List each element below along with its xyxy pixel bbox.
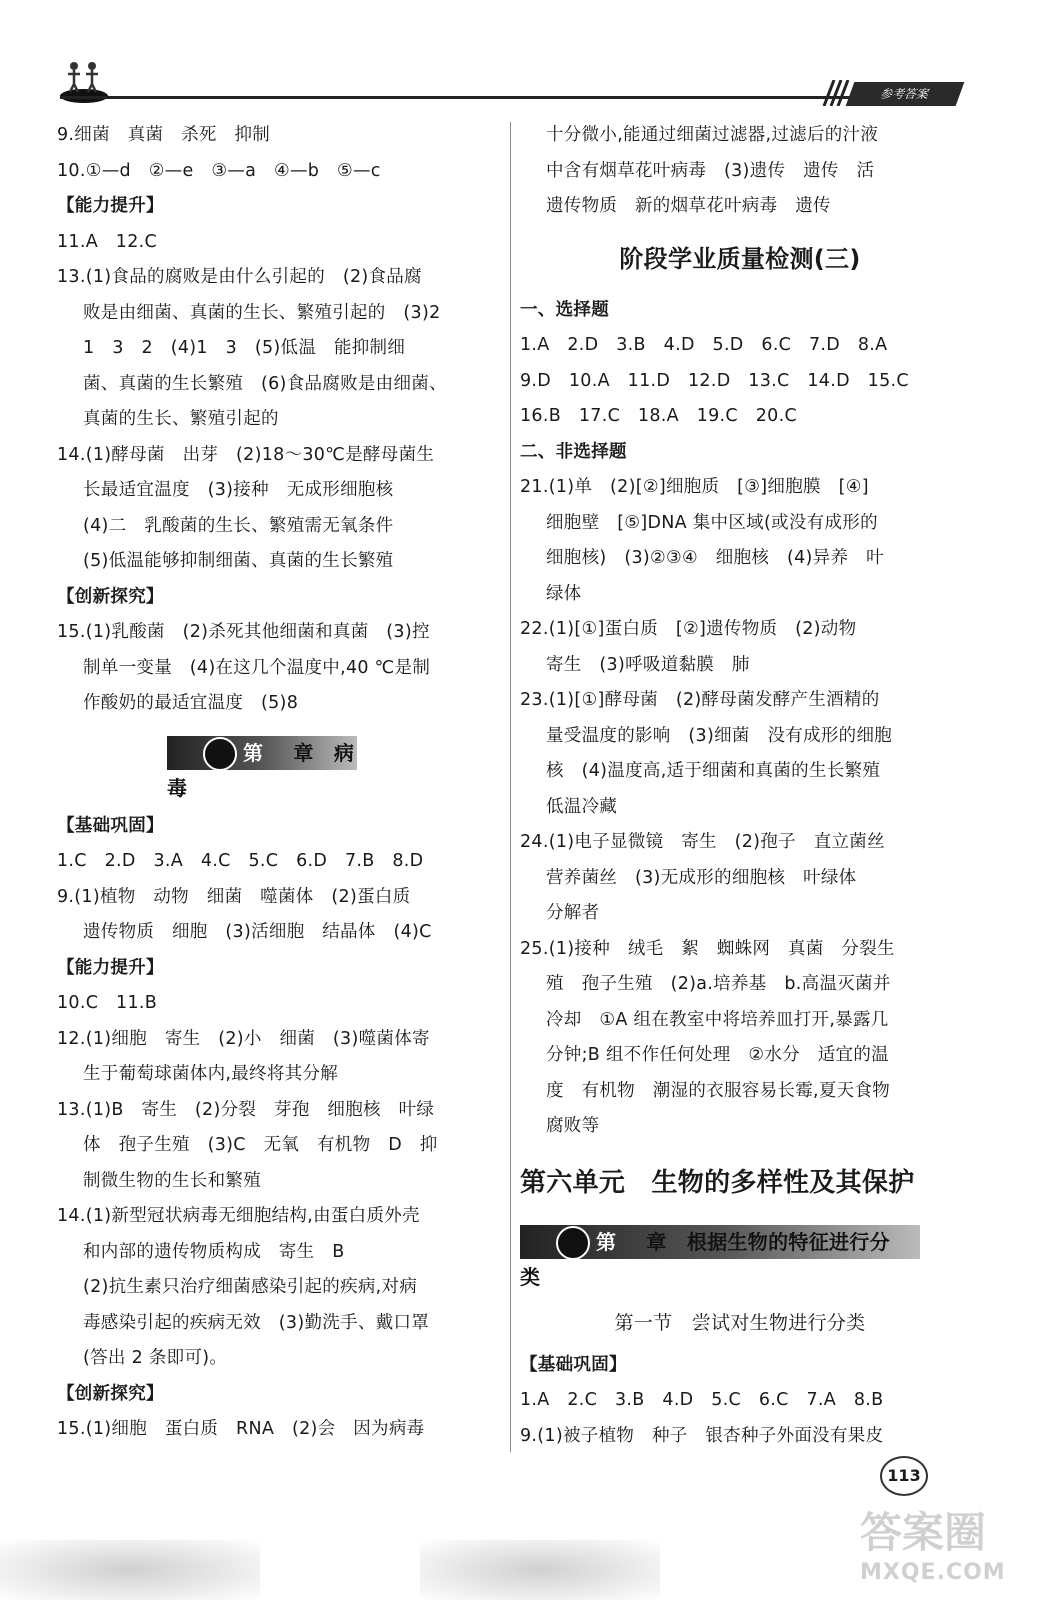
answer-line: 真菌的生长、繁殖引起的 [83,409,279,429]
watermark-line2: MXQE.COM [860,1560,1006,1585]
chapter-banner-title: 章 根据生物的特征进行分类 [520,1229,890,1289]
answer-line: 分解者 [546,903,600,923]
answer-line: 低温冷藏 [546,796,618,817]
page-number: 113 [880,1456,928,1496]
answer-line: 菌、真菌的生长繁殖 (6)食品腐败是由细菌、 [83,373,447,394]
answer-line: 24.(1)电子显微镜 寄生 (2)孢子 直立菌丝 [520,832,885,852]
scan-smudge [0,1540,260,1600]
answer-line: 核 (4)温度高,适于细菌和真菌的生长繁殖 [546,761,881,781]
section-heading: 【创新探究】 [57,586,164,607]
answer-line: 16.B 17.C 18.A 19.C 20.C [520,406,797,426]
section-heading: 【能力提升】 [57,196,164,216]
answer-line: 长最适宜温度 (3)接种 无成形细胞核 [83,480,394,500]
answer-line: 9.(1)植物 动物 细菌 噬菌体 (2)蛋白质 [57,886,411,907]
answer-line: 腐败等 [546,1116,600,1136]
answer-line: 15.(1)乳酸菌 (2)杀死其他细菌和真菌 (3)控 [57,622,430,642]
answer-line: 1.C 2.D 3.A 4.C 5.C 6.D 7.B 8.D [57,851,424,871]
answer-line: 中含有烟草花叶病毒 (3)遗传 遗传 活 [546,160,875,181]
answer-line: 14.(1)新型冠状病毒无细胞结构,由蛋白质外壳 [57,1206,420,1226]
answer-line: 体 孢子生殖 (3)C 无氧 有机物 D 抑 [83,1135,438,1155]
answer-line: 23.(1)[①]酵母菌 (2)酵母菌发酵产生酒精的 [520,690,880,710]
watermark-line1: 答案圈 [860,1508,987,1557]
answer-line: 十分微小,能通过细菌过滤器,过滤后的汁液 [546,125,879,145]
answer-line: 1.A 2.D 3.B 4.D 5.D 6.C 7.D 8.A [520,335,888,355]
answer-line: 13.(1)食品的腐败是由什么引起的 (2)食品腐 [57,267,422,287]
answer-line: 9.细菌 真菌 杀死 抑制 [57,125,271,145]
answer-line: 遗传物质 新的烟草花叶病毒 遗传 [546,196,831,216]
answer-line: (5)低温能够抑制细菌、真菌的生长繁殖 [83,551,394,571]
unit-title: 第六单元 生物的多样性及其保护 [520,1167,915,1198]
section-heading: 【能力提升】 [57,957,164,978]
answer-line: 殖 孢子生殖 (2)a.培养基 b.高温灭菌并 [546,974,891,994]
answer-line: 绿体 [546,583,582,604]
section-heading: 【基础巩固】 [520,1354,627,1375]
answer-line: (4)二 乳酸菌的生长、繁殖需无氧条件 [83,515,394,536]
answer-line: 分钟;B 组不作任何处理 ②水分 适宜的温 [546,1045,889,1065]
answer-line: 生于葡萄球菌体内,最终将其分解 [83,1064,339,1084]
chapter-number-badge [556,1226,590,1260]
section-heading: 二、非选择题 [520,441,627,462]
answer-line: 14.(1)酵母菌 出芽 (2)18～30℃是酵母菌生 [57,444,435,465]
answer-line: 9.D 10.A 11.D 12.D 13.C 14.D 15.C [520,370,909,391]
answer-line: 度 有机物 潮湿的衣服容易长霉,夏天食物 [546,1080,891,1101]
answer-line: 21.(1)单 (2)[②]细胞质 [③]细胞膜 [④] [520,477,869,497]
chapter-banner-left: 第 [243,740,264,765]
answer-line: (答出 2 条即可)。 [83,1348,228,1368]
answer-line: 13.(1)B 寄生 (2)分裂 芽孢 细胞核 叶绿 [57,1099,435,1120]
left-column [57,118,497,1448]
answer-line: 10.C 11.B [57,993,158,1013]
answer-line: 15.(1)细胞 蛋白质 RNA (2)会 因为病毒 [57,1419,425,1439]
answer-line: 和内部的遗传物质构成 寄生 B [83,1241,345,1262]
answer-line: 25.(1)接种 绒毛 絮 蜘蛛网 真菌 分裂生 [520,938,895,959]
section-heading: 一、选择题 [520,299,609,320]
column-divider [510,122,511,1452]
chapter-banner-virus [167,736,357,800]
answer-line: 寄生 (3)呼吸道黏膜 肺 [546,654,750,675]
chapter-banner-classification [520,1225,920,1289]
answer-line: 1 3 2 (4)1 3 (5)低温 能抑制细 [83,338,406,358]
answer-line: 细胞核) (3)②③④ 细胞核 (4)异养 叶 [546,548,884,568]
chapter-banner-title: 章 病毒 [167,740,355,800]
header-tag: 参考答案 [846,82,965,106]
answer-line: 12.(1)细胞 寄生 (2)小 细菌 (3)噬菌体寄 [57,1028,430,1049]
answer-line: 毒感染引起的疾病无效 (3)勤洗手、戴口罩 [83,1312,430,1333]
answer-line: 11.A 12.C [57,231,158,252]
section-heading: 【基础巩固】 [57,815,164,836]
answer-line: 细胞壁 [⑤]DNA 集中区域(或没有成形的 [546,512,878,533]
answer-line: 10.①—d ②—e ③—a ④—b ⑤—c [57,160,381,181]
header-stripes [820,80,850,106]
answer-line: 败是由细菌、真菌的生长、繁殖引起的 (3)2 [83,302,441,323]
section-title: 第一节 尝试对生物进行分类 [614,1311,866,1334]
watermark [860,1500,1040,1590]
header-rule [60,96,941,99]
answer-line: 量受温度的影响 (3)细菌 没有成形的细胞 [546,725,893,746]
answer-line: 遗传物质 细胞 (3)活细胞 结晶体 (4)C [83,922,432,942]
answer-line: 9.(1)被子植物 种子 银杏种子外面没有果皮 [520,1425,884,1446]
chapter-number-badge [203,737,237,771]
section-heading: 【创新探究】 [57,1383,164,1404]
chapter-banner-left: 第 [596,1229,617,1254]
answer-line: 营养菌丝 (3)无成形的细胞核 叶绿体 [546,867,857,888]
answer-line: 制微生物的生长和繁殖 [83,1170,261,1191]
answer-line: (2)抗生素只治疗细菌感染引起的疾病,对病 [83,1277,418,1297]
answer-line: 22.(1)[①]蛋白质 [②]遗传物质 (2)动物 [520,619,857,639]
answer-line: 制单一变量 (4)在这几个温度中,40 ℃是制 [83,657,431,678]
right-column [520,118,960,1454]
answer-line: 冷却 ①A 组在教室中将培养皿打开,暴露几 [546,1009,889,1030]
scan-smudge [420,1540,660,1600]
stage-test-title: 阶段学业质量检测(三) [619,244,861,273]
answer-line: 作酸奶的最适宜温度 (5)8 [83,693,299,713]
answer-line: 1.A 2.C 3.B 4.D 5.C 6.C 7.A 8.B [520,1390,884,1410]
